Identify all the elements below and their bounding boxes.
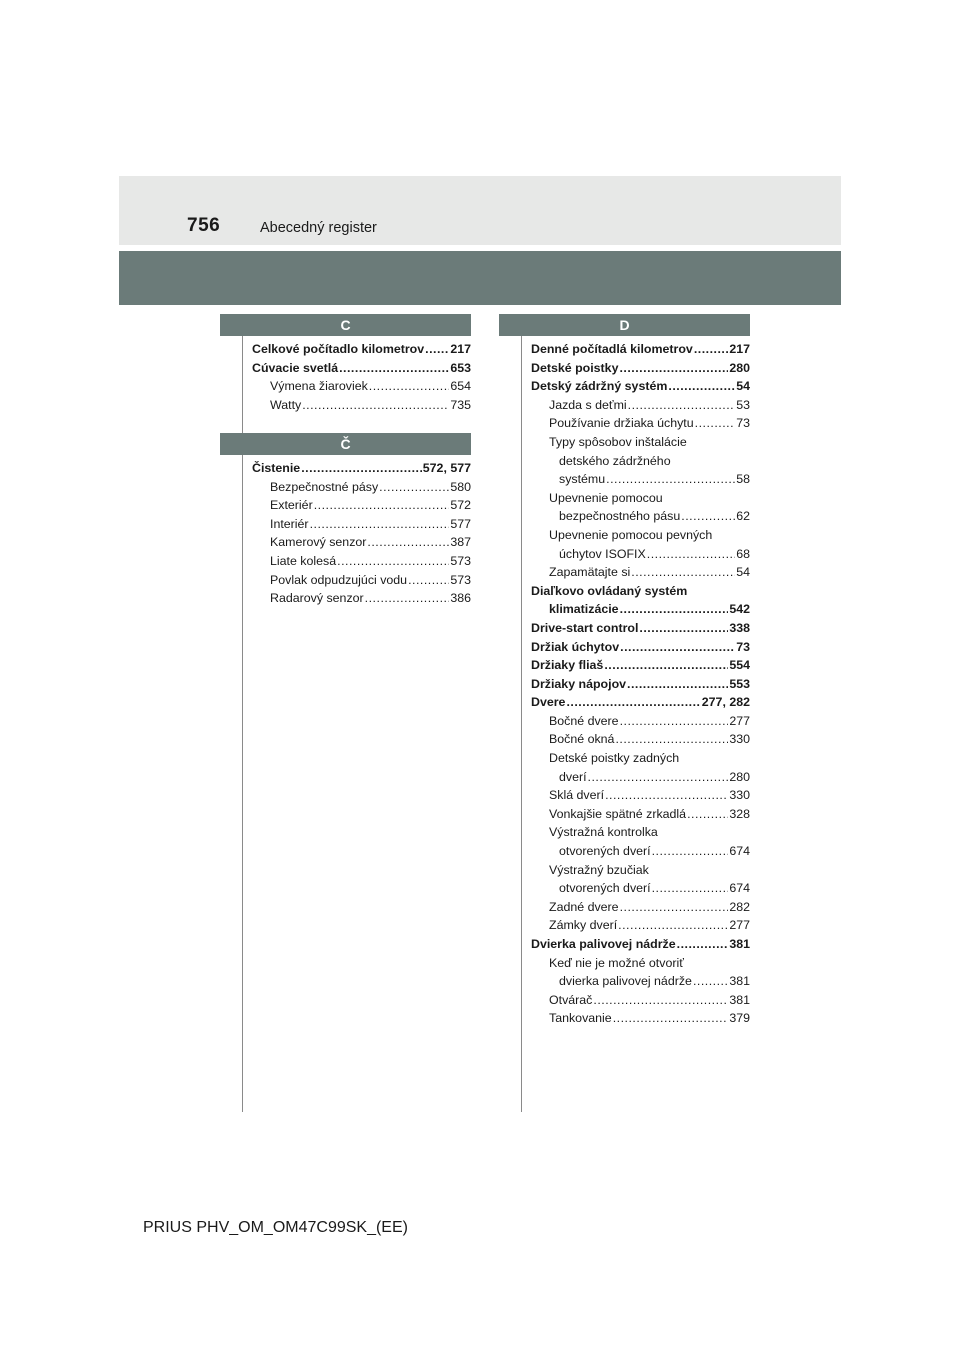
dot-leader [604,656,728,675]
entry-page-number: 573 [450,572,471,587]
index-entry [531,991,750,1010]
entry-page-number: 338 [729,620,750,635]
index-entry [531,1009,750,1028]
entry-term: Výstražná kontrolka [549,825,658,840]
entry-term: Dvierka palivovej nádrže [531,937,676,951]
entry-term: Denné počítadlá kilometrov [531,342,693,356]
entry-term: Celkové počítadlo kilometrov [252,342,425,356]
dot-leader [301,459,422,478]
index-entry [531,489,750,508]
index-entry [252,478,471,497]
entry-term: dverí [559,769,587,784]
dot-leader [588,768,729,787]
entry-term: systému [559,472,606,487]
index-entry [531,842,750,861]
entry-page-number: 386 [450,591,471,606]
index-entry [252,533,471,552]
index-entry [531,730,750,749]
index-entry [531,898,750,917]
dot-leader [566,693,700,712]
entry-page-number: 217 [450,342,471,356]
entry-term: dvierka palivovej nádrže [559,974,692,989]
index-list-c [252,340,471,414]
entry-term: Exteriér [270,498,313,513]
entry-term: Cúvacie svetlá [252,360,339,375]
index-entry [531,935,750,954]
index-entry [252,571,471,590]
dot-leader [613,1009,729,1028]
index-entry [531,805,750,824]
index-entry [531,693,750,712]
index-entry [531,786,750,805]
entry-page-number: 553 [729,676,750,691]
dot-leader [677,935,729,954]
index-entry [531,433,750,452]
index-entry [531,879,750,898]
entry-term: Čistenie [252,461,301,475]
entry-term: klimatizácie [549,602,619,617]
entry-page-number: 58 [736,472,750,487]
dot-leader [620,600,729,619]
dot-leader [337,552,449,571]
index-entry [252,340,471,359]
entry-term: Upevnenie pomocou [549,490,663,505]
entry-page-number: 282 [729,899,750,914]
entry-term: Výmena žiaroviek [270,379,368,394]
entry-page-number: 54 [736,379,750,394]
entry-page-number: 654 [450,379,471,394]
entry-term: Držiak úchytov [531,639,620,654]
dot-leader [647,545,735,564]
index-entry [531,396,750,415]
index-entry [252,359,471,378]
dot-leader [615,730,728,749]
entry-page-number: 217 [729,342,750,356]
dot-leader [620,638,735,657]
document-code: PRIUS PHV_OM_OM47C99SK_(EE) [143,1219,408,1236]
dot-leader [687,805,728,824]
index-entry [531,470,750,489]
entry-page-number: 735 [450,397,471,412]
entry-term: Povlak odpudzujúci vodu [270,572,408,587]
entry-term: bezpečnostného pásu [559,509,681,524]
entry-page-number: 580 [450,479,471,494]
index-entry [531,582,750,601]
index-entry [252,396,471,415]
entry-page-number: 73 [736,416,750,431]
dot-leader [310,515,450,534]
index-entry [531,916,750,935]
entry-term: Radarový senzor [270,591,364,606]
entry-term: Detský zádržný systém [531,379,668,394]
dot-leader [593,991,728,1010]
index-entry [252,377,471,396]
header-band [119,176,841,245]
index-list-d [531,340,750,1028]
entry-term: Detské poistky zadných [549,751,680,766]
index-entry [531,768,750,787]
entry-term: Sklá dverí [549,788,605,803]
index-entry [531,563,750,582]
entry-page-number: 572, 577 [422,461,471,475]
index-entry [531,600,750,619]
index-entry [531,414,750,433]
entry-term: Používanie držiaka úchytu [549,416,694,431]
entry-page-number: 381 [729,992,750,1007]
entry-page-number: 330 [729,788,750,803]
entry-term: Interiér [270,516,309,531]
index-entry [531,861,750,880]
entry-term: Detské poistky [531,360,619,375]
dot-leader [681,507,735,526]
entry-page-number: 674 [729,844,750,859]
entry-page-number: 277 [729,918,750,933]
entry-page-number: 572 [450,498,471,513]
entry-term: úchytov ISOFIX [559,546,646,561]
index-entry [252,496,471,515]
dot-leader [369,377,450,396]
entry-term: otvorených dverí [559,844,651,859]
entry-page-number: 73 [736,639,750,654]
dot-leader [339,359,449,378]
entry-page-number: 387 [450,535,471,550]
index-entry [531,823,750,842]
entry-page-number: 54 [736,565,750,580]
entry-term: Vonkajšie spätné zrkadlá [549,806,687,821]
index-entry [252,589,471,608]
index-entry [531,526,750,545]
index-entry [531,359,750,378]
entry-page-number: 554 [729,658,750,673]
entry-term: Kamerový senzor [270,535,367,550]
index-entry [531,452,750,471]
entry-page-number: 379 [729,1011,750,1026]
index-entry [531,619,750,638]
dot-leader [694,340,729,359]
dot-leader [618,916,728,935]
entry-term: Bezpečnostné pásy [270,479,379,494]
letter-heading-c: C [220,314,471,336]
entry-page-number: 653 [450,360,471,375]
index-entry [531,954,750,973]
right-column-rule [521,336,522,1112]
dot-leader [627,675,728,694]
dot-leader [379,478,449,497]
entry-page-number: 573 [450,553,471,568]
index-entry [531,749,750,768]
letter-heading-d: D [499,314,750,336]
entry-term: Typy spôsobov inštalácie [549,434,687,449]
dot-leader [314,496,450,515]
index-entry [531,972,750,991]
dot-leader [652,879,729,898]
entry-page-number: 277, 282 [701,695,750,710]
entry-page-number: 280 [729,769,750,784]
index-entry [252,515,471,534]
letter-heading-c-caron: Č [220,433,471,455]
dot-leader [425,340,449,359]
dot-leader [668,377,735,396]
entry-page-number: 674 [729,881,750,896]
entry-term: Otvárač [549,992,593,1007]
entry-term: Liate kolesá [270,553,337,568]
dot-leader [631,563,735,582]
dot-leader [652,842,729,861]
entry-term: otvorených dverí [559,881,651,896]
dot-leader [693,972,728,991]
dot-leader [408,571,449,590]
entry-term: Zadné dvere [549,899,619,914]
entry-term: Keď nie je možné otvoriť [549,955,684,970]
entry-term: Jazda s deťmi [549,397,627,412]
entry-term: Výstražný bzučiak [549,862,649,877]
section-title: Abecedný register [260,220,377,236]
entry-page-number: 280 [729,360,750,375]
index-entry [531,712,750,731]
index-entry [531,675,750,694]
entry-page-number: 62 [736,509,750,524]
index-entry [252,552,471,571]
entry-term: detského zádržného [559,453,671,468]
entry-term: Bočné dvere [549,713,619,728]
dot-leader [620,898,729,917]
dot-leader [619,359,728,378]
index-entry [531,340,750,359]
index-entry [531,656,750,675]
index-entry [531,507,750,526]
dot-leader [639,619,728,638]
dot-leader [365,589,450,608]
entry-term: Tankovanie [549,1011,612,1026]
entry-page-number: 277 [729,713,750,728]
entry-term: Diaľkovo ovládaný systém [531,583,688,598]
entry-page-number: 577 [450,516,471,531]
entry-page-number: 381 [729,974,750,989]
dot-leader [606,470,735,489]
index-entry [252,459,471,478]
entry-term: Dvere [531,695,566,710]
page-number: 756 [187,215,221,236]
entry-term: Držiaky fliaš [531,658,604,673]
index-entry [531,545,750,564]
entry-page-number: 53 [736,397,750,412]
entry-page-number: 68 [736,546,750,561]
entry-term: Držiaky nápojov [531,676,627,691]
dot-leader [620,712,729,731]
entry-page-number: 381 [729,937,750,951]
header-dark-band [119,251,841,305]
index-entry [531,638,750,657]
entry-term: Watty [270,397,302,412]
dot-leader [302,396,449,415]
index-entry [531,377,750,396]
entry-term: Zapamätajte si [549,565,631,580]
dot-leader [695,414,736,433]
dot-leader [605,786,728,805]
entry-term: Drive-start control [531,620,639,635]
entry-term: Upevnenie pomocou pevných [549,527,713,542]
entry-page-number: 328 [729,806,750,821]
entry-page-number: 330 [729,732,750,747]
dot-leader [367,533,449,552]
entry-term: Zámky dverí [549,918,618,933]
entry-term: Bočné okná [549,732,615,747]
entry-page-number: 542 [729,602,750,617]
index-list-c-caron [252,459,471,608]
dot-leader [628,396,736,415]
